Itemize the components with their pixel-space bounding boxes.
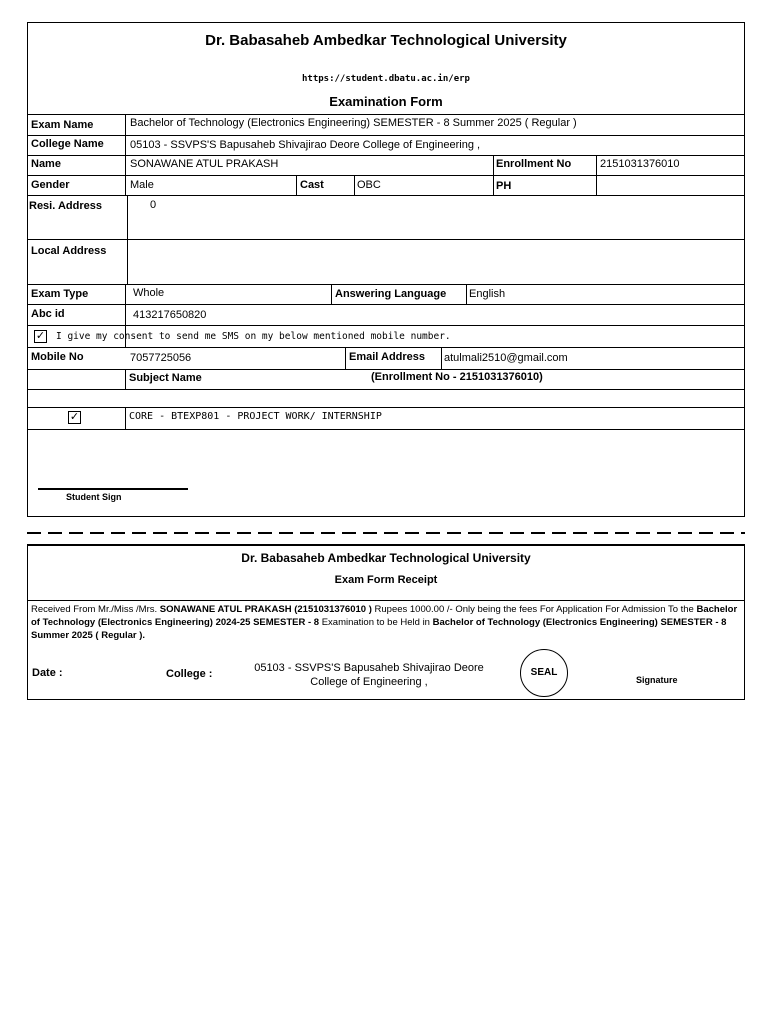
exam-type-label: Exam Type: [31, 288, 89, 300]
enrollment-label: Enrollment No: [496, 158, 572, 170]
exam-name-label: Exam Name: [31, 119, 94, 131]
receipt-college-line2: College of Engineering ,: [310, 676, 428, 688]
receipt-student: SONAWANE ATUL PRAKASH (2151031376010 ): [159, 604, 372, 615]
university-title: Dr. Babasaheb Ambedkar Technological University: [205, 32, 567, 49]
exam-form-receipt: [27, 544, 745, 700]
receipt-college-line1: 05103 - SSVPS'S Bapusaheb Shivajirao Deore: [254, 662, 484, 674]
receipt-program: Bachelor of Technology (Electronics Engineering) 2024-25 SEMESTER - 8: [31, 604, 738, 628]
exam-name-value: Bachelor of Technology (Electronics Engineering) SEMESTER - 8 Summer 2025 ( Regular ): [130, 117, 577, 129]
answering-language-label: Answering Language: [335, 288, 447, 300]
seal-stamp: SEAL: [520, 649, 568, 697]
receipt-session: Bachelor of Technology (Electronics Engineering) SEMESTER - 8 Summer 2025 ( Regular ).: [31, 617, 727, 641]
receipt-text: [31, 603, 743, 642]
form-title: Examination Form: [329, 94, 443, 109]
resi-address-label: Resi. Address: [29, 200, 102, 212]
resi-address-value: 0: [150, 199, 157, 211]
consent-checkbox[interactable]: [34, 330, 47, 343]
abc-id-label: Abc id: [31, 308, 65, 320]
subject-enrollment-header: (Enrollment No - 2151031376010): [371, 371, 543, 383]
email-label: Email Address: [349, 351, 426, 363]
enrollment-value: 2151031376010: [600, 158, 680, 170]
student-sign-label: Student Sign: [66, 492, 122, 502]
cast-value: OBC: [357, 179, 381, 191]
college-name-label: College Name: [31, 138, 104, 150]
examination-form: [27, 22, 745, 517]
receipt-university-title: Dr. Babasaheb Ambedkar Technological University: [241, 551, 531, 565]
name-label: Name: [31, 158, 61, 170]
receipt-title: Exam Form Receipt: [334, 574, 438, 586]
gender-value: Male: [130, 179, 154, 191]
check-icon: ✓: [35, 330, 46, 342]
receipt-text-1: Received From Mr./Miss /Mrs.: [31, 604, 160, 615]
gender-label: Gender: [31, 179, 70, 191]
subject-row-text: CORE - BTEXP801 - PROJECT WORK/ INTERNSHIP: [129, 411, 382, 422]
mobile-value: 7057725056: [130, 352, 192, 364]
college-name-value: 05103 - SSVPS'S Bapusaheb Shivajirao Deore College of Engineering ,: [130, 139, 481, 151]
exam-type-value: Whole: [133, 287, 165, 299]
receipt-signature-label: Signature: [636, 675, 678, 685]
check-icon: ✓: [69, 411, 80, 423]
cast-label: Cast: [300, 179, 324, 191]
receipt-date-label: Date :: [32, 667, 63, 679]
consent-text: I give my consent to send me SMS on my below mentioned mobile number.: [56, 331, 451, 342]
ph-label: PH: [496, 180, 512, 192]
cut-line: [27, 532, 745, 534]
receipt-college-value: [238, 661, 500, 689]
mobile-label: Mobile No: [31, 351, 84, 363]
local-address-label: Local Address: [31, 245, 107, 257]
receipt-text-2: Rupees 1000.00 /- Only being the fees For Application For Admission To the: [371, 604, 697, 615]
subject-name-header: Subject Name: [129, 372, 202, 384]
erp-url[interactable]: https://student.dbatu.ac.in/erp: [302, 74, 470, 84]
receipt-college-label: College :: [166, 668, 213, 680]
receipt-text-3: Examination to be Held in: [319, 617, 433, 628]
abc-id-value: 413217650820: [133, 309, 207, 321]
name-value: SONAWANE ATUL PRAKASH: [130, 158, 279, 170]
email-value: atulmali2510@gmail.com: [444, 352, 568, 364]
subject-checkbox[interactable]: [68, 411, 81, 424]
answering-language-value: English: [469, 288, 506, 300]
